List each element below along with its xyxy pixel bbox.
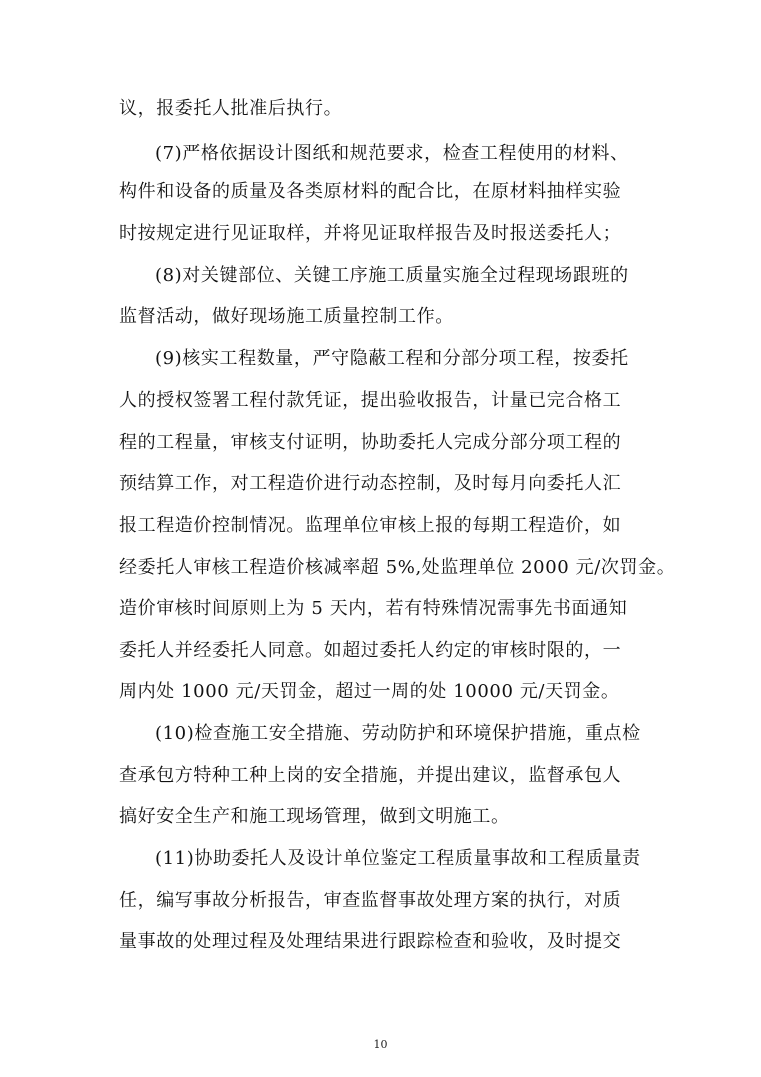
- text-line-3: 构件和设备的质量及各类原材料的配合比，在原材料抽样实验: [119, 181, 622, 202]
- text-line-16: (10)检查施工安全措施、劳动防护和环境保护措施，重点检: [155, 723, 641, 744]
- text-line-13: 造价审核时间原则上为 5 天内，若有特殊情况需事先书面通知: [119, 598, 628, 619]
- text-line-4: 时按规定进行见证取样，并将见证取样报告及时报送委托人；: [119, 223, 622, 244]
- text-line-14: 委托人并经委托人同意。如超过委托人约定的审核时限的，一: [119, 640, 622, 661]
- text-line-1: 议，报委托人批准后执行。: [119, 98, 343, 119]
- text-line-21: 量事故的处理过程及处理结果进行跟踪检查和验收，及时提交: [119, 931, 622, 952]
- text-line-9: 程的工程量，审核支付证明，协助委托人完成分部分项工程的: [119, 432, 622, 453]
- text-line-20: 任，编写事故分析报告，审查监督事故处理方案的执行，对质: [119, 890, 622, 911]
- text-line-19: (11)协助委托人及设计单位鉴定工程质量事故和工程质量责: [155, 848, 641, 869]
- text-line-5: (8)对关键部位、关键工序施工质量实施全过程现场跟班的: [155, 265, 629, 286]
- page-number: 10: [373, 1038, 388, 1051]
- text-line-10: 预结算工作，对工程造价进行动态控制，及时每月向委托人汇: [119, 473, 622, 494]
- text-line-15: 周内处 1000 元/天罚金，超过一周的处 10000 元/天罚金。: [119, 681, 620, 702]
- text-line-17: 查承包方特种工种上岗的安全措施，并提出建议，监督承包人: [119, 765, 622, 786]
- text-line-2: (7)严格依据设计图纸和规范要求，检查工程使用的材料、: [155, 143, 629, 164]
- text-line-8: 人的授权签署工程付款凭证，提出验收报告，计量已完合格工: [119, 390, 622, 411]
- text-line-11: 报工程造价控制情况。监理单位审核上报的每期工程造价，如: [119, 515, 622, 536]
- text-line-18: 搞好安全生产和施工现场管理，做到文明施工。: [119, 806, 510, 827]
- text-line-12: 经委托人审核工程造价核减率超 5%,处监理单位 2000 元/次罚金。: [119, 557, 676, 578]
- text-line-7: (9)核实工程数量，严守隐蔽工程和分部分项工程，按委托: [155, 348, 629, 369]
- text-line-6: 监督活动，做好现场施工质量控制工作。: [119, 306, 454, 327]
